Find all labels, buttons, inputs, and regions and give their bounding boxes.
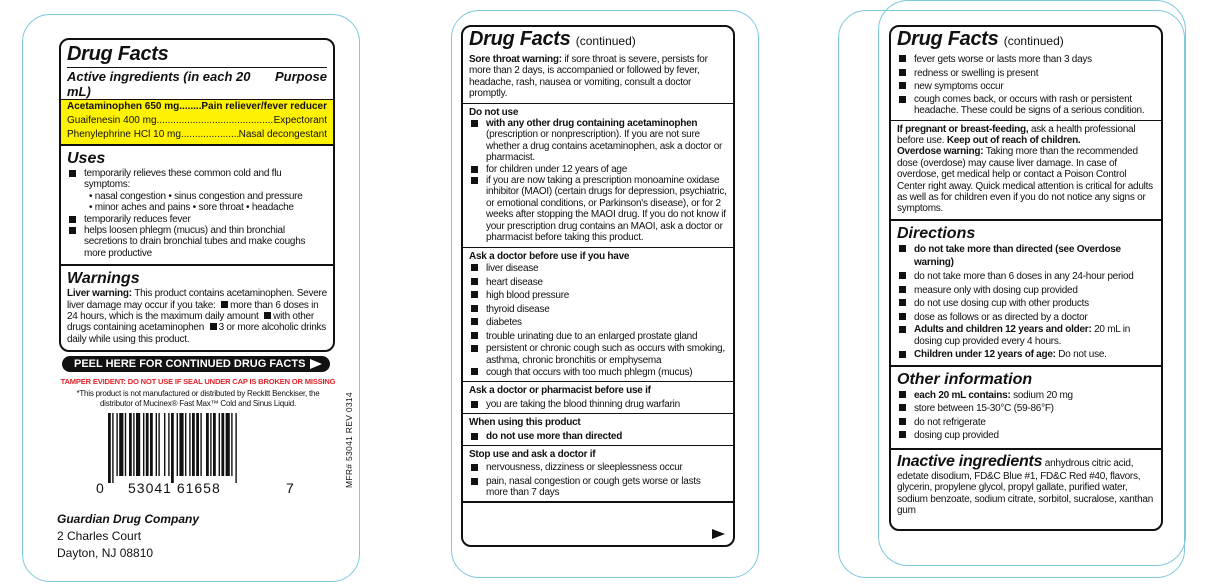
barcode-bar: [119, 413, 123, 476]
directions-section: [891, 221, 1161, 367]
when-using-section: When using this product do not use more than directed: [463, 414, 733, 446]
list-item: heart disease: [469, 276, 727, 290]
list-item: diabetes: [469, 316, 727, 330]
stop-use-section: Stop use and ask a doctor if nervousness, dizziness or sleeplessness occur pain, nasal congestion or cough gets worse or lasts more than 7 days: [463, 446, 733, 503]
barcode-bar: [213, 413, 216, 476]
other-information-section: [891, 367, 1161, 450]
barcode-bar: [156, 413, 157, 476]
active-ingredients-section: [61, 40, 333, 146]
list-item: pain, nasal congestion or cough gets worse or lasts more than 7 days: [469, 476, 727, 499]
barcode: [108, 413, 280, 483]
barcode-bar: [143, 413, 144, 476]
do-not-use-section: Do not use with any other drug containing acetaminophen (prescription or nonprescription). If you are not sure whether a drug contains acetaminophen, ask a doctor or pharmacist. for children under 12 years of age if you are now taking a prescription monoamine oxidase inhibitor (MAOI) (certain drugs for depression, psychiatric, or emotional conditions, or Parkinson's disease), or for 2 weeks after stopping the MAOI drug. If you do not know if your prescription drug contains an MAOI, ask a doctor or pharmacist before taking this product.: [463, 104, 733, 248]
list-item: nervousness, dizziness or sleeplessness occur: [469, 462, 727, 473]
barcode-bar: [171, 413, 174, 483]
barcode-bar: [112, 413, 113, 483]
other-information-title: Other information: [897, 370, 1033, 388]
continued-label: (continued): [575, 34, 636, 48]
uses-title: Uses: [67, 150, 106, 167]
list-item: with any other drug containing acetaminophen (prescription or nonprescription). If you are not sure whether a drug contains acetaminophen, ask a doctor or pharmacist.: [469, 118, 727, 164]
list-item: persistent or chronic cough such as occurs with smoking, asthma, chronic bronchitis or emphysema: [469, 343, 727, 366]
barcode-bar: [179, 413, 183, 476]
list-item: Adults and children 12 years and older: 20 mL in dosing cup provided every 4 hours.: [897, 324, 1155, 347]
list-item: measure only with dosing cup provided: [897, 284, 1155, 298]
pregnancy-overdose-section: If pregnant or breast-feeding, ask a health professional before use. Keep out of reach of children. Overdose warning: Taking more than the recommended dose (overdose) may cause liver damage. In case of overdose, get medical help or contact a Poison Control Center right away. Quick medical attention is critical for adults as well as for children even if you do not notice any signs or symptoms.: [891, 121, 1161, 221]
list-item: each 20 mL contains: sodium 20 mg: [897, 389, 1155, 403]
barcode-digit-left: 0: [96, 480, 105, 496]
barcode-digit-right: 7: [286, 480, 295, 496]
stop-use-continued-section: [891, 27, 1161, 121]
list-item: liver disease: [469, 262, 727, 276]
list-item: dose as follows or as directed by a doctor: [897, 311, 1155, 325]
list-item: do not take more than 6 doses in any 24-hour period: [897, 270, 1155, 284]
inactive-ingredients-title: Inactive ingredients: [897, 453, 1043, 470]
barcode-bar: [168, 413, 169, 476]
list-item: fever gets worse or lasts more than 3 days: [897, 53, 1155, 67]
barcode-bar: [226, 413, 230, 476]
liver-warning: Liver warning: This product contains acetaminophen. Severe liver damage may occur if you take: more than 6 doses in 24 hours, which is the maximum daily amount with other drugs containing acetaminophen 3 or more alcoholic drinks daily while using this product.: [67, 288, 327, 345]
ask-pharmacist-section: Ask a doctor or pharmacist before use if you are taking the blood thinning drug warfarin: [463, 382, 733, 414]
drug-facts-title: Drug Facts: [897, 28, 999, 50]
list-item: redness or swelling is present: [897, 67, 1155, 81]
sore-throat-section: Drug Facts (continued) Sore throat warning: if sore throat is severe, persists for more than 2 days, is accompanied or followed by fever, headache, rash, nausea or vomiting, consult a doctor promptly.: [463, 27, 733, 104]
list-item: temporarily relieves these common cold and flu symptoms:: [67, 168, 327, 191]
arrow-right-icon: [712, 529, 725, 539]
barcode-bar: [231, 413, 232, 476]
barcode-bar: [206, 413, 209, 476]
list-subitem: • nasal congestion • sinus congestion and pressure: [89, 190, 303, 202]
barcode-bar: [125, 413, 126, 476]
list-item: temporarily reduces fever: [67, 214, 327, 225]
mfr-code: MFR# 53041 REV 0314: [344, 392, 354, 488]
barcode-bar: [219, 413, 220, 476]
drug-facts-title: Drug Facts: [67, 43, 169, 65]
list-item: dosing cup provided: [897, 429, 1155, 443]
barcode-bar: [136, 413, 140, 476]
peel-here-tab[interactable]: PEEL HERE FOR CONTINUED DRUG FACTS: [62, 356, 330, 372]
barcode-bar: [185, 413, 186, 476]
barcode-bar: [129, 413, 132, 476]
company-name: Guardian Drug Company: [57, 512, 200, 526]
barcode-bar: [164, 413, 165, 476]
barcode-bar: [189, 413, 190, 476]
list-item: you are taking the blood thinning drug warfarin: [469, 399, 727, 410]
list-item: thyroid disease: [469, 303, 727, 317]
list-item: if you are now taking a prescription monoamine oxidase inhibitor (MAOI) (certain drugs for depression, psychiatric, or emotional conditions, or Parkinson's disease), or for 2 weeks after stopping the MAOI drug. If you do not know if your prescription drug contains an MAOI, ask a doctor or pharmacist before taking this product.: [469, 175, 727, 243]
ingredient-row: Guaifenesin 400 mg ..... Expectorant: [61, 114, 333, 128]
company-address: [57, 511, 199, 562]
active-ingredients-heading: Active ingredients (in each 20 mL): [67, 69, 251, 99]
distributor-disclaimer: *This product is not manufactured or distributed by Reckitt Benckiser, the distributor of Mucinex® Fast Max™ Cold and Sinus Liquid.: [76, 389, 320, 408]
address-line: 2 Charles Court: [57, 529, 142, 543]
barcode-bar: [200, 413, 201, 476]
list-item: do not use dosing cup with other products: [897, 297, 1155, 311]
arrow-right-icon: [310, 359, 322, 369]
list-item: do not take more than directed (see Overdose warning): [897, 243, 1155, 270]
list-item: helps loosen phlegm (mucus) and thin bronchial secretions to drain bronchial tubes and make coughs more productive: [67, 225, 327, 259]
barcode-bar: [177, 413, 178, 476]
purpose-heading: Purpose: [274, 69, 327, 84]
tamper-evident-notice: TAMPER EVIDENT: DO NOT USE IF SEAL UNDER CAP IS BROKEN OR MISSING: [60, 377, 336, 386]
list-item: Children under 12 years of age: Do not use.: [897, 349, 1155, 360]
warnings-title: Warnings: [67, 270, 140, 288]
list-item: cough comes back, or occurs with rash or persistent headache. These could be signs of a serious condition.: [897, 94, 1155, 117]
list-item: cough that occurs with too much phlegm (mucus): [469, 366, 727, 379]
drug-facts-panel-2: [461, 25, 735, 547]
uses-section: [61, 146, 333, 266]
list-item: do not refrigerate: [897, 416, 1155, 430]
barcode-bar: [158, 413, 159, 476]
ask-doctor-section: Ask a doctor before use if you have liver disease heart disease high blood pressure thyroid disease diabetes trouble urinating due to an enlarged prostate gland persistent or chronic cough such as occurs with smoking, asthma, chronic bronchitis or emphysema cough that occurs with too much phlegm (mucus): [463, 248, 733, 383]
warnings-section: [61, 266, 333, 347]
drug-facts-panel-1: [59, 38, 335, 352]
barcode-bar: [150, 413, 153, 476]
drug-facts-title: Drug Facts: [469, 28, 571, 50]
continued-label: (continued): [1003, 34, 1064, 48]
directions-title: Directions: [897, 224, 976, 242]
barcode-bar: [133, 413, 134, 476]
barcode-bar: [196, 413, 199, 476]
list-item: for children under 12 years of age: [469, 164, 727, 175]
drug-facts-panel-3: [889, 25, 1163, 531]
list-item: do not use more than directed: [469, 431, 727, 442]
barcode-bar: [108, 413, 111, 483]
barcode-bar: [116, 413, 117, 476]
ingredient-row: Phenylephrine HCl 10 mg ..... Nasal decongestant: [61, 128, 333, 144]
inactive-ingredients-section: Inactive ingredients anhydrous citric acid, edetate disodium, FD&C Blue #1, FD&C Red #40, flavors, glycerin, propylene glycol, propyl gallate, purified water, sodium benzoate, sodium citrate, sorbitol, sucralose, xanthan gum: [897, 453, 1154, 517]
barcode-bar: [146, 413, 149, 476]
list-subitem: • minor aches and pains • sore throat • headache: [89, 202, 294, 214]
list-item: trouble urinating due to an enlarged prostate gland: [469, 330, 727, 344]
list-item: high blood pressure: [469, 289, 727, 303]
barcode-bar: [192, 413, 195, 476]
barcode-digits: 53041 61658: [128, 480, 221, 496]
barcode-bar: [235, 413, 236, 483]
list-item: store between 15-30°C (59-86°F): [897, 402, 1155, 416]
address-line: Dayton, NJ 08810: [57, 546, 154, 560]
barcode-bar: [221, 413, 224, 476]
list-item: new symptoms occur: [897, 80, 1155, 94]
barcode-bar: [210, 413, 211, 476]
ingredient-row: Acetaminophen 650 mg ..... Pain reliever/fever reducer: [61, 99, 333, 114]
